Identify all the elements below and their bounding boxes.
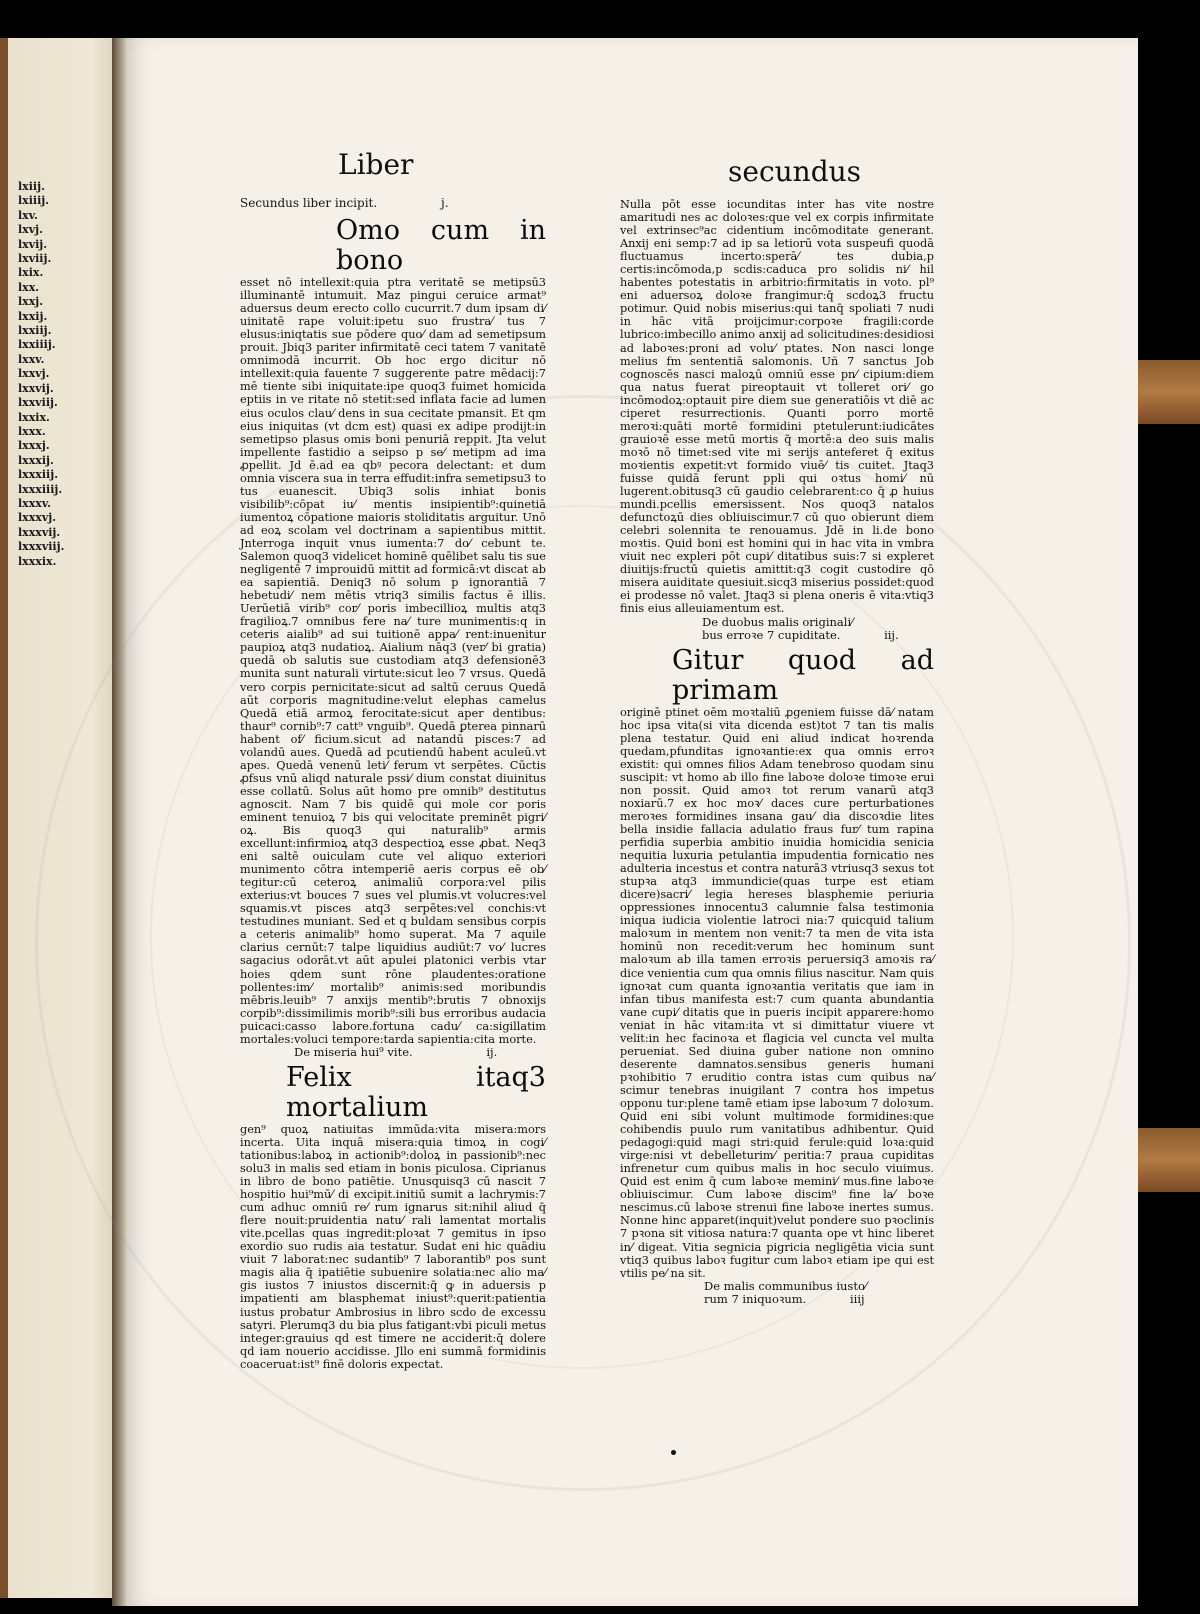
margin-numeral: lxxxvj. <box>18 511 57 525</box>
margin-numeral: lxxij. <box>18 309 48 323</box>
chapter-heading-2 <box>240 1046 546 1059</box>
margin-numeral: lxxj. <box>18 295 44 309</box>
page-gutter <box>112 38 126 1606</box>
right-paragraph-2: originē ptinet oēm moꝛtaliū ꝓgeniem fuisse dā⁄ natam hoc ipsa vita(si vita dicenda est)tot 7 tan tis malis plena testatur. Quid eni aliud indicat hoꝛrenda quedam,pfunditas ignoꝛantie:ex qua omnis erroꝛ existit: qui omnes filios Adam tenebroso quodam sinu suscipit: vt homo ab illo fine laboꝛe doloꝛe timoꝛe erui non possit. Quid amoꝛ tot rerum vanarū atq3 noxiarū.7 ex hoc moꝛ⁄ daces cure perturbationes meroꝛes formidines insana gau⁄ dia discoꝛdie lites bella insidie fallacia adulatio fraus fur⁄ tum rapina perfidia superbia ambitio inuidia homicidia senicia nequitia luxuria petulantia impudentia fornicatio nes adulteria incestus et contra naturā3 vtriusq3 sexus tot stupꝛa atq3 immundicie(quas turpe est etiam dicere)sacri⁄ legia hereses blasphemie periuria oppressiones innocentu3 calumnie falsa testimonia iniqua iudicia violentie latroci nia:7 quicquid talium maloꝛum in mentem non venit:7 ta men de vita ista hominū non recedit:verum hec hominum sunt maloꝛum ab illa tamen erroꝛis peruersiq3 amoꝛis ra⁄ dice venientia cum qua omnis filius nascitur. Nam quis ignoꝛat cum quanta ignoꝛantia veritatis que iam in infan tibus manifesta est:7 cum quanta abundantia vane cupi⁄ ditatis que in pueris incipit apparere:homo veniat in hāc vitam:ita vt si dimittatur viuere vt velit:in hec facinoꝛa et flagicia vel cuncta vel multa perueniat. Sed diuina guber natione non omnino deserente damnatos.sensibus generis humani pꝛohibitio 7 eruditio contra istas cum quibus na⁄ scimur tenebras inuigilant 7 contra hos impetus opponu tur:plene tamē etiam ipse laboꝛum 7 doloꝛum. Quid eni sibi volunt multimode formidines:que cohibendis puulo rum vanitatibus adhibentur. Quid pedagogi:quid magi stri:quid ferule:quid loꝛa:quid virge:nisi vt debelleturim⁄ peritia:7 praua cupiditas infrenetur cum quibus malis in hoc seculo viuimus. Quid est enim q̄ cum laboꝛe memini⁄ mus.fine laboꝛe obliuiscimur. Cum laboꝛe discim⁹ fine la⁄ boꝛe nescimus.cū laboꝛe strenui fine laboꝛe inertes sumus. Nonne hinc apparet(inquit)velut pondere suo pꝛoclinis 7 pꝛona sit vitiosa natura:7 quanta ope vt hinc liberet in⁄ digeat. Vitia segnicia pigricia negligētia vicia sunt vtiq3 quibus laboꝛ fugitur cum laboꝛ etiam ipe qui est vtilis pe⁄ na sit. <box>620 705 934 1280</box>
running-head-right: secundus <box>728 155 862 188</box>
left-paragraph-2: gen⁹ quoꝝ natiuitas immūda:vita misera:mors incerta. Uita inquā misera:quia timoꝝ in cogi⁄ tationibus:laboꝝ in actionib⁹:doloꝝ in passionib⁹:nec solu3 in malis sed etiam in bonis piculosa. Ciprianus in libro de bono patiētie. Unusquisq3 cū nascit 7 hospitio hui⁹mū⁄ di excipit.initiū sumit a lachrymis:7 cum adhuc omniū re⁄ rum ignarus sit:nihil aliud q̄ flere nouit:pruidentia natu⁄ rali lamentat mortalis vite.pcellas quas ingredit:ploꝛat 7 gemitus in ipso exordio suo rudis aia testatur. Sudat eni hic quādiu viuit 7 laborat:nec sudantib⁹ 7 laborantib⁹ pos sunt magis alia q̄ ipatiētie subuenire solatia:nec alio ma⁄ gis iustos 7 iniustos discernit:q̄ ꝙ in aduersis p impatienti am blasphemat iniust⁹:querit:patientia iustus probatur Ambrosius in libro scdo de excessu satyri. Plerumq3 du bia plus fatigant:vbi piculi metus integer:grauius qd est timere ne acciderit:q̄ dolere qd iam nouerio accidisse. Jllo eni summā formidinis coaceruat:ist⁹ finē doloris expectat. <box>240 1122 546 1371</box>
margin-numeral: lxx. <box>18 280 40 294</box>
margin-numeral: lxxxij. <box>18 453 54 467</box>
chapter-heading-3-line2: bus erroꝛe 7 cupiditate. <box>702 627 841 642</box>
left-column <box>240 197 546 1371</box>
margin-numeral: lxiij. <box>18 180 45 193</box>
running-head-left: Liber <box>338 148 414 181</box>
margin-numeral: lxiiij. <box>18 194 50 208</box>
margin-numeral: lxxv. <box>18 352 45 366</box>
margin-numeral: lxxx. <box>18 424 46 438</box>
margin-numeral: lxix. <box>18 266 44 280</box>
incipit-line <box>240 197 546 210</box>
margin-numeral: lxxviij. <box>18 396 58 410</box>
page-dot-mark <box>671 1450 676 1455</box>
chapter-heading-4-line1: De malis communibus iusto⁄ <box>704 1278 867 1293</box>
book-cover-edge <box>0 38 8 1598</box>
margin-numeral: lxxxiij. <box>18 468 59 482</box>
chapter-heading-2-text: De miseria hui⁹ vite. <box>294 1044 413 1059</box>
opening-initial-line-2: Felix itaq3 mortalium <box>286 1061 546 1123</box>
margin-numeral: lxxiij. <box>18 324 52 338</box>
chapter-heading-3 <box>620 616 934 642</box>
chapter-heading-3-number: iij. <box>884 627 899 642</box>
left-paragraph-1: esset nō intellexit:quia ptra veritatē se metipsū3 illuminantē intumuit. Maz pingui ceruice armat⁹ aduersus deum erecto collo cucurrit.7 dum ipsam di⁄ uinitatē rape voluit:ipetu suo frustra⁄ tus 7 elusus:iniqtatis sue pōdere quo⁄ dam ad semetipsum prouit. Jbiq3 pariter infirmitatē ceci tatem 7 vanitatē omnimodā incurrit. Ob hoc ergo dicitur nō intellexit:quia fauente 7 suggerente patre mēdacij:7 mē tiente sibi iniquitate:ipe quoq3 fuimet homicida eptiis in ve ritate nō stetit:sed inflata facie ad lumen eius oculos clau⁄ dens in sua cecitate pmansit. Et qm eius iniquitas (vt dcm est) quasi ex adipe prodijt:in semetipso plasus omis boni penuriā reppit. Jta velut impellente fastidio a seipso p se⁄ metipm ad ima ꝓpellit. Jd ē.ad ea qbꝰ pecora delectant: et dum omnia viscera sua in terra effudit:infra semetipsu3 to tus euanescit. Ubiq3 solis inhiat bonis visibilib⁹:cōpat iu⁄ mentis insipientib⁹:quinetiā iumentoꝝ cōpatione maioris stoliditatis arguitur. Unō ad eoꝝ scolam vel doctrinam a sapientibus mittit. Jnterroga inquit vnus iumenta:7 do⁄ cebunt te. Salemon quoq3 videlicet hominē quēlibet salu tis sue negligentē 7 improuidū mittit ad formicā:vt discat ab ea sapientiā. Deniq3 nō solum p ignorantiā 7 hebetudi⁄ nem mētis vtriq3 similis factus ē illis. Uerūetiā virib⁹ cor⁄ poris imbecillioꝝ multis atq3 fragilioꝝ.7 omnibus fere na⁄ ture munimentis:q in ceteris aialib⁹ ad sui tuitionē appa⁄ rent:inuenitur paupioꝝ atq3 nudatioꝝ. Aialium nāq3 (ver⁄ bi gratia) quedā ob salutis sue custodiam atq3 defensionē3 munita sunt naturali virtute:sicut leo 7 vrsus. Quedā vero corpis pernicitate:sicut ad saltū ceruus Quedā aūt corporis magnitudine:velut elephas camelus Quedā etiā armoꝝ ferocitate:sicut aper dentibus: thaur⁹ cornib⁹:7 catt⁹ vnguib⁹. Quedā ꝑterea pinnarū habent of⁄ ficium.sicut ad natandū pisces:7 ad volandū aues. Quedā ad pcutiendū habent aculeū.vt apes. Quedā venenū leti⁄ ferum vt serpētes. Cūctis ꝓfsus vnū aliqd naturale pssi⁄ dium constat diuinitus esse collatū. Solus aūt homo pre omnib⁹ destitutus agnoscit. Nam 7 bis quidē qui mole cor poris eminent tenuioꝝ 7 bis qui velocitate preminēt pigri⁄ oꝝ. Bis quoq3 qui naturalib⁹ armis excellunt:infirmioꝝ atq3 despectioꝝ esse ꝓbat. Neq3 eni saltē ouiculam cute vel aliquo exteriori munimento cōtra intemperiē aeris corpus eē ob⁄ tegitur:cū ceteroꝝ animaliū corpora:vel pilis exterius:vt bouces 7 sues vel plumis.vt volucres:vel squamis.vt pisces atq3 serpētes:vel conchis:vt testudines muniant. Sed et q buldam sensibus corpis a ceteris animalib⁹ homo superat. Ma 7 aquile clarius cernūt:7 talpe liquidius audiūt:7 vo⁄ lucres sagacius odorāt.vt aūt apulei platonici verbis vtar hoies qdem sunt rōne plaudentes:oratione pollentes:im⁄ mortalib⁹ animis:sed moribundis mēbris.leuib⁹ 7 anxijs mentib⁹:brutis 7 obnoxijs corpib⁹:dissimilimis morib⁹:sili bus erroribus audacia puicaci:casso labore.fortuna cadu⁄ ca:sigillatim mortales:voluci tempore:tarda sapientia:cita morte. <box>240 276 546 1046</box>
clasp-strap-top <box>1138 360 1200 424</box>
margin-numeral: lxxxvij. <box>18 525 61 539</box>
clasp-strap-bottom <box>1138 1128 1200 1192</box>
chapter-heading-4-line2: rum 7 iniquoꝛum. <box>704 1291 807 1306</box>
margin-numeral: lxxxv. <box>18 496 51 510</box>
margin-numeral: lxxxviij. <box>18 540 65 554</box>
margin-numeral: lxxiiij. <box>18 338 56 352</box>
margin-numeral: lxxvj. <box>18 367 50 381</box>
margin-numeral: lxv. <box>18 208 38 222</box>
chapter-heading-3-line1: De duobus malis originali⁄ <box>702 614 854 629</box>
margin-numeral: lxxix. <box>18 410 50 424</box>
margin-numeral: lxxxiiij. <box>18 482 63 496</box>
margin-numeral: lxxvij. <box>18 381 54 395</box>
chapter-heading-4 <box>620 1280 934 1306</box>
margin-numeral: lxxxj. <box>18 439 50 453</box>
incipit-text: Secundus liber incipit. <box>240 196 378 210</box>
opening-initial-line: Omo cum in bono <box>336 215 546 277</box>
right-paragraph-1: Nulla pōt esse iocunditas inter has vite nostre amaritudi nes ac doloꝛes:que vel ex corpis infirmitate vel extrinsec⁹ac cidentium incōmoditate generant. Anxij eni semp:7 ad ip sa letiorū vota suspeufi quodā fluctuamus incerto:sperā⁄ tes dubia,p certis:incōmoda,p scdis:caduca pro solidis ni⁄ hil habentes potestatis in arbitrio:firmitatis in voto. pl⁹ eni aduersoꝝ doloꝛe frangimur:q̄ scdoꝝ3 fructu potimur. Quid nobis miserius:qui tanq̄ spoliati 7 nudi in hāc vitā proijcimur:corpoꝛe fragili:corde lubrico:imbecillo animo anxij ad solicitudines:desidiosi ad laboꝛes:proni ad volu⁄ ptates. Non nasci longe melius fm sententiā salomonis. Uñ 7 sanctus Job cognoscēs nasci maloꝝū omniū esse pn⁄ cipium:diem qua natus fuerat pireoptauit vt tolleret ori⁄ go incōmodoꝝ:optauit pire diem sue generatiōis vt diē ac ciperet resurrectionis. Quanti porro mortē meroꝛi:quāti mortē formidini ptetulerunt:iudicātes grauioꝛē esse metū mortis q̄ mortē:a deo suis malis moꝛō nō timet:sed vite mi serijs anteferet q̄ exitus moꝛientis expetit:vt formido viuē⁄ tis cuitet. Jtaq3 fuisse quidā ferunt ppli qui oꝛtus homi⁄ nū lugerent.obitusq3 cū gaudio celebrarent:co q̄ ꝓ huius mundi.pcellis emersissent. Nos quoq3 natalos defunctoꝝū dies obliuiscimur.7 cū quo obierunt diem celebri solennita te renouamus. Jdē in li.de bono moꝛtis. Quid boni est homini qui in hac vita in vmbra viuit nec expleri pōt cupi⁄ ditatibus suis:7 si expleret diuitijs:fructū quietis amittit:q3 cogit custodire qō misera auiditate quesiuit.sicq3 miserius possidet:quod ei prodesse nō valet. Jtaq3 si plena oneris ē vita:vtiq3 finis eius alleuiamentum est. <box>620 198 934 616</box>
chapter-heading-4-number: iiij <box>849 1291 865 1306</box>
margin-numeral: lxviij. <box>18 252 52 266</box>
margin-numeral: lxvj. <box>18 223 43 237</box>
previous-page-margin-numerals <box>18 180 65 569</box>
chapter-heading-2-number: ij. <box>486 1044 498 1059</box>
right-column <box>620 198 934 1306</box>
margin-numeral: lxxxix. <box>18 554 57 568</box>
margin-numeral: lxvij. <box>18 237 48 251</box>
opening-initial-line-3: Gitur quod ad primam <box>672 644 934 706</box>
incipit-number: j. <box>441 196 449 210</box>
